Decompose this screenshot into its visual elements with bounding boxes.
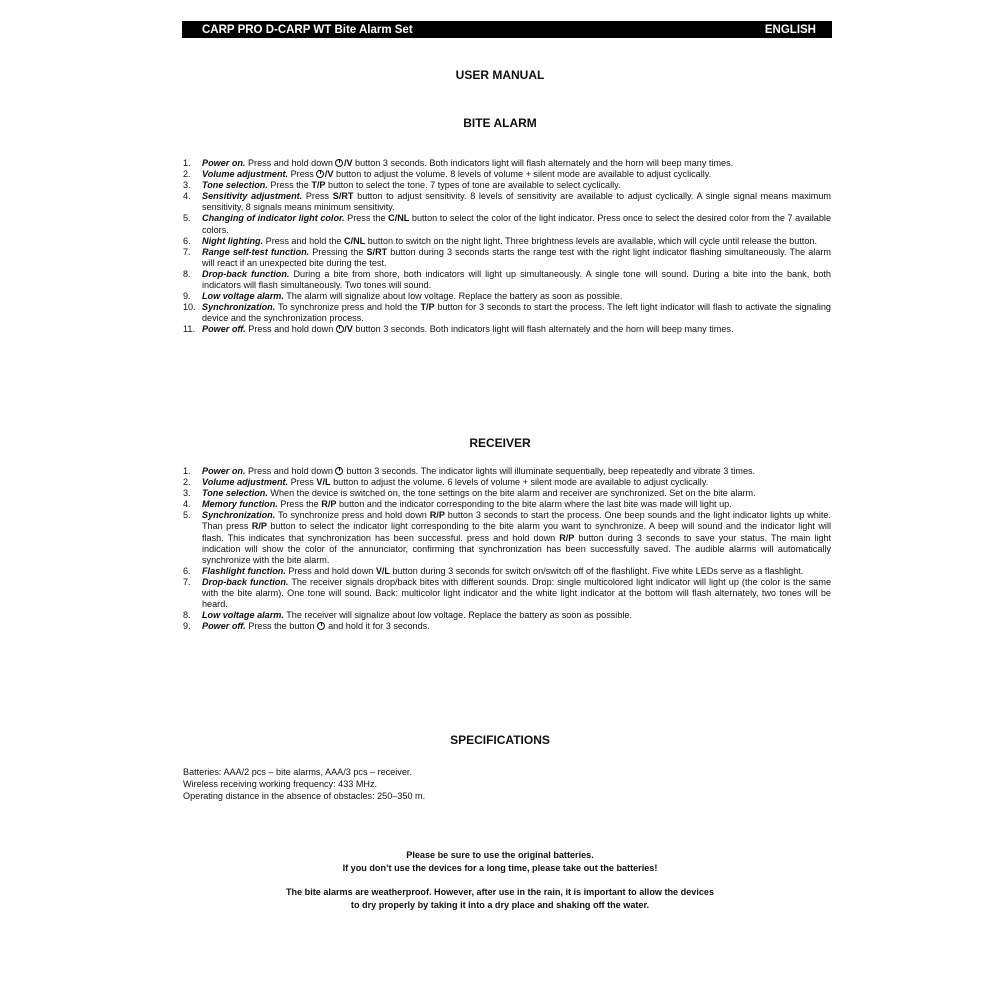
item-text: button 3 seconds to start the process. One beep sounds and the light indicator lights up white. Than press bbox=[202, 510, 831, 532]
item-number: 8. bbox=[183, 268, 191, 279]
item-text: button to select the indicator light corresponding to the bite alarm you want to synchronize. A beep will sound and the indicator light will flash. This indicates that synchronization has been successful. press and hold down bbox=[202, 521, 831, 543]
button-label bbox=[333, 191, 354, 201]
item-number: 2. bbox=[183, 169, 191, 180]
bite-alarm-heading: BITE ALARM bbox=[463, 116, 537, 130]
header-bar bbox=[182, 21, 832, 38]
spec-distance: Operating distance in the absence of obstacles: 250–350 m. bbox=[183, 791, 426, 802]
item-text: Press the bbox=[344, 213, 389, 224]
item-text: To synchronize press and hold the bbox=[275, 302, 421, 313]
button-code: V/L bbox=[375, 565, 390, 576]
button-label bbox=[336, 324, 353, 334]
list-item bbox=[183, 291, 831, 302]
item-text: button during 3 seconds to save your status. The main light indication will show the color of the annunciator, confirming that synchronization has been successfully saved. The audible alarms will automatically synchronize with the bite alarm. bbox=[202, 532, 831, 565]
bite-alarm-list bbox=[183, 158, 831, 336]
button-label bbox=[252, 521, 267, 531]
button-label bbox=[316, 169, 333, 179]
power-icon bbox=[335, 159, 343, 167]
power-icon bbox=[317, 622, 325, 630]
button-code: R/P bbox=[429, 510, 445, 521]
list-item bbox=[183, 466, 831, 477]
item-number: 3. bbox=[183, 180, 191, 191]
list-item bbox=[183, 269, 831, 291]
button-code: R/P bbox=[321, 499, 337, 510]
item-text: button for 3 seconds to start the process. The left light indicator will flash to activate the signaling device and the synchronization process. bbox=[202, 302, 831, 324]
button-code: T/P bbox=[311, 180, 326, 191]
button-label bbox=[420, 302, 434, 312]
item-number: 5. bbox=[183, 510, 191, 521]
item-lead: Power on. bbox=[202, 158, 246, 168]
button-code: R/P bbox=[251, 521, 267, 532]
item-lead: Power on. bbox=[202, 466, 246, 476]
button-label bbox=[388, 213, 409, 223]
language-label: ENGLISH bbox=[764, 23, 816, 36]
item-number: 8. bbox=[183, 610, 191, 621]
item-lead: Tone selection. bbox=[202, 488, 268, 499]
item-number: 4. bbox=[183, 191, 191, 202]
item-number: 1. bbox=[183, 466, 191, 476]
button-code: V/L bbox=[316, 477, 331, 488]
item-number: 4. bbox=[183, 499, 191, 510]
list-item bbox=[183, 302, 831, 324]
item-number: 6. bbox=[183, 235, 191, 246]
item-lead: Sensitivity adjustment. bbox=[202, 191, 303, 202]
item-text: button to adjust the volume. 6 levels of volume + silent mode are available to adjust cyclically. bbox=[330, 477, 709, 488]
item-lead: Synchronization. bbox=[202, 302, 276, 313]
button-label bbox=[335, 466, 344, 476]
item-number: 3. bbox=[183, 488, 191, 499]
power-icon bbox=[316, 170, 324, 178]
item-text: Pressing the bbox=[309, 246, 367, 257]
weather-note bbox=[0, 886, 1000, 911]
button-code: /V bbox=[324, 169, 334, 180]
item-lead: Range self-test function. bbox=[202, 246, 310, 257]
manual-title: USER MANUAL bbox=[455, 68, 545, 82]
item-text: Press and hold the bbox=[263, 235, 345, 246]
item-text: button to switch on the night light. Three brightness levels are available, which will cycle until release the button. bbox=[365, 235, 817, 246]
receiver-list bbox=[183, 466, 831, 632]
item-text: button 3 seconds. Both indicators light will flash alternately and the horn will beep many times. bbox=[352, 158, 734, 168]
list-item bbox=[183, 180, 831, 191]
item-text: Press and hold down bbox=[245, 158, 336, 168]
battery-note bbox=[0, 849, 1000, 874]
button-code: C/NL bbox=[388, 213, 410, 224]
item-lead: Synchronization. bbox=[202, 510, 276, 521]
button-code: C/NL bbox=[344, 235, 366, 246]
button-label bbox=[344, 236, 365, 246]
list-item bbox=[183, 191, 831, 213]
item-text: button to select the tone. 7 types of tone are available to select cyclically. bbox=[325, 180, 621, 191]
item-text: button 3 seconds. Both indicators light will flash alternately and the horn will beep many times. bbox=[352, 324, 734, 335]
list-item bbox=[183, 477, 831, 488]
item-number: 6. bbox=[183, 565, 191, 576]
item-text: Press and hold down bbox=[245, 324, 336, 335]
receiver-heading: RECEIVER bbox=[469, 436, 531, 450]
item-text: The receiver will signalize about low voltage. Replace the battery as soon as possible. bbox=[283, 610, 632, 621]
item-lead: Drop-back function. bbox=[202, 576, 289, 587]
battery-note-line: If you don’t use the devices for a long time, please take out the batteries! bbox=[342, 862, 658, 873]
item-text: When the device is switched on, the tone settings on the bite alarm and receiver are synchronized. Set on the bite alarm. bbox=[267, 488, 756, 499]
button-label bbox=[559, 533, 574, 543]
list-item bbox=[183, 621, 831, 632]
item-text: button during 3 seconds starts the range test with the right light indicator flashing simultaneously. The alarm will react if an unexpected bite during the test. bbox=[202, 246, 831, 268]
button-code: /V bbox=[343, 158, 353, 168]
item-text: Press bbox=[288, 477, 317, 488]
button-label bbox=[317, 621, 326, 631]
item-lead: Memory function. bbox=[202, 499, 278, 510]
button-label bbox=[376, 566, 390, 576]
item-text: button to adjust the volume. 8 levels of volume + silent mode are available to adjust cyclically. bbox=[333, 169, 712, 180]
item-text: Press bbox=[302, 191, 333, 202]
document-title: CARP PRO D-CARP WT Bite Alarm Set bbox=[202, 23, 413, 36]
spec-frequency: Wireless receiving working frequency: 433 MHz. bbox=[183, 779, 378, 790]
item-text: button during 3 seconds for switch on/switch off of the flashlight. Five white LEDs serve as a flashlight. bbox=[390, 565, 804, 576]
item-lead: Tone selection. bbox=[202, 180, 268, 191]
item-text: button to adjust sensitivity. 8 levels of sensitivity are available to adjust cyclically. A single signal means maximum sensitivity, 8 signals means minimum sensitivity. bbox=[202, 191, 831, 213]
item-text: The receiver signals drop/back bites with different sounds. Drop: single multicolored light indicator will light up (the color is the same with the bite alarm). One tone will sound. Back: multicolor light indicator and the white light indicator at the bottom will flash alternately, two tones will be heard. bbox=[202, 576, 831, 610]
list-item bbox=[183, 566, 831, 577]
item-lead: Power off. bbox=[202, 324, 246, 335]
item-text: During a bite from shore, both indicators will light up simultaneously. A single tone will sound. During a bite into the bank, both indicators will flash simultaneously. Two tones will sound. bbox=[202, 268, 831, 291]
item-number: 2. bbox=[183, 477, 191, 488]
item-lead: Night lighting. bbox=[202, 235, 264, 246]
item-number: 9. bbox=[183, 291, 191, 302]
item-lead: Power off. bbox=[202, 621, 246, 632]
button-code: S/RT bbox=[332, 191, 354, 202]
button-code: R/P bbox=[559, 532, 575, 543]
item-lead: Flashlight function. bbox=[202, 565, 286, 576]
item-number: 5. bbox=[183, 213, 191, 224]
power-icon bbox=[335, 467, 343, 475]
button-code: /V bbox=[344, 324, 353, 335]
button-label bbox=[316, 477, 330, 487]
item-lead: Low voltage alarm. bbox=[202, 291, 284, 302]
item-text: Press bbox=[288, 169, 317, 180]
button-label bbox=[321, 499, 336, 509]
item-number: 7. bbox=[183, 246, 191, 257]
button-label bbox=[311, 180, 325, 190]
list-item bbox=[183, 324, 831, 335]
specifications-heading: SPECIFICATIONS bbox=[450, 733, 550, 747]
list-item bbox=[183, 158, 831, 169]
item-text: To synchronize press and hold down bbox=[275, 510, 430, 521]
item-text: Press and hold down bbox=[285, 565, 376, 576]
list-item bbox=[183, 510, 831, 565]
button-label bbox=[430, 510, 445, 520]
weather-note-line: to dry properly by taking it into a dry place and shaking off the water. bbox=[350, 899, 650, 910]
list-item bbox=[183, 488, 831, 499]
weather-note-line: The bite alarms are weatherproof. However, after use in the rain, it is important to allow the devices bbox=[285, 887, 715, 897]
list-item bbox=[183, 577, 831, 610]
spec-batteries: Batteries: AAA/2 pcs – bite alarms, AAA/3 pcs – receiver. bbox=[183, 767, 412, 777]
item-lead: Volume adjustment. bbox=[202, 169, 289, 180]
item-text: Press the bbox=[267, 180, 312, 191]
item-text: The alarm will signalize about low voltage. Replace the battery as soon as possible. bbox=[283, 291, 623, 302]
item-lead: Changing of indicator light color. bbox=[202, 213, 345, 224]
button-code: T/P bbox=[420, 302, 435, 313]
item-number: 9. bbox=[183, 621, 191, 632]
power-icon bbox=[336, 325, 344, 333]
item-number: 1. bbox=[183, 158, 191, 168]
list-item bbox=[183, 610, 831, 621]
item-text: Press and hold down bbox=[245, 466, 336, 476]
item-lead: Drop-back function. bbox=[202, 268, 290, 279]
list-item bbox=[183, 213, 831, 235]
list-item bbox=[183, 499, 831, 510]
battery-note-line: Please be sure to use the original batteries. bbox=[406, 850, 594, 860]
list-item bbox=[183, 236, 831, 247]
item-text: button to select the color of the light indicator. Press once to select the desired color from the 7 available colors. bbox=[202, 213, 832, 235]
item-text: Press the bbox=[277, 499, 322, 510]
button-label bbox=[335, 158, 352, 168]
item-lead: Low voltage alarm. bbox=[202, 610, 284, 621]
item-number: 11. bbox=[183, 324, 195, 335]
item-text: button and the indicator corresponding to the bite alarm where the last bite was made will light up. bbox=[336, 499, 732, 510]
button-code: S/RT bbox=[366, 246, 388, 257]
item-number: 7. bbox=[183, 576, 191, 587]
item-text: button 3 seconds. The indicator lights will illuminate sequentially, beep repeatedly and vibrate 3 times. bbox=[343, 466, 756, 476]
button-label bbox=[366, 247, 387, 257]
list-item bbox=[183, 247, 831, 269]
specifications-text bbox=[183, 766, 425, 803]
item-text: and hold it for 3 seconds. bbox=[325, 621, 430, 632]
list-item bbox=[183, 169, 831, 180]
item-number: 10. bbox=[183, 302, 196, 313]
item-text: Press the button bbox=[245, 621, 318, 632]
item-lead: Volume adjustment. bbox=[202, 477, 289, 488]
